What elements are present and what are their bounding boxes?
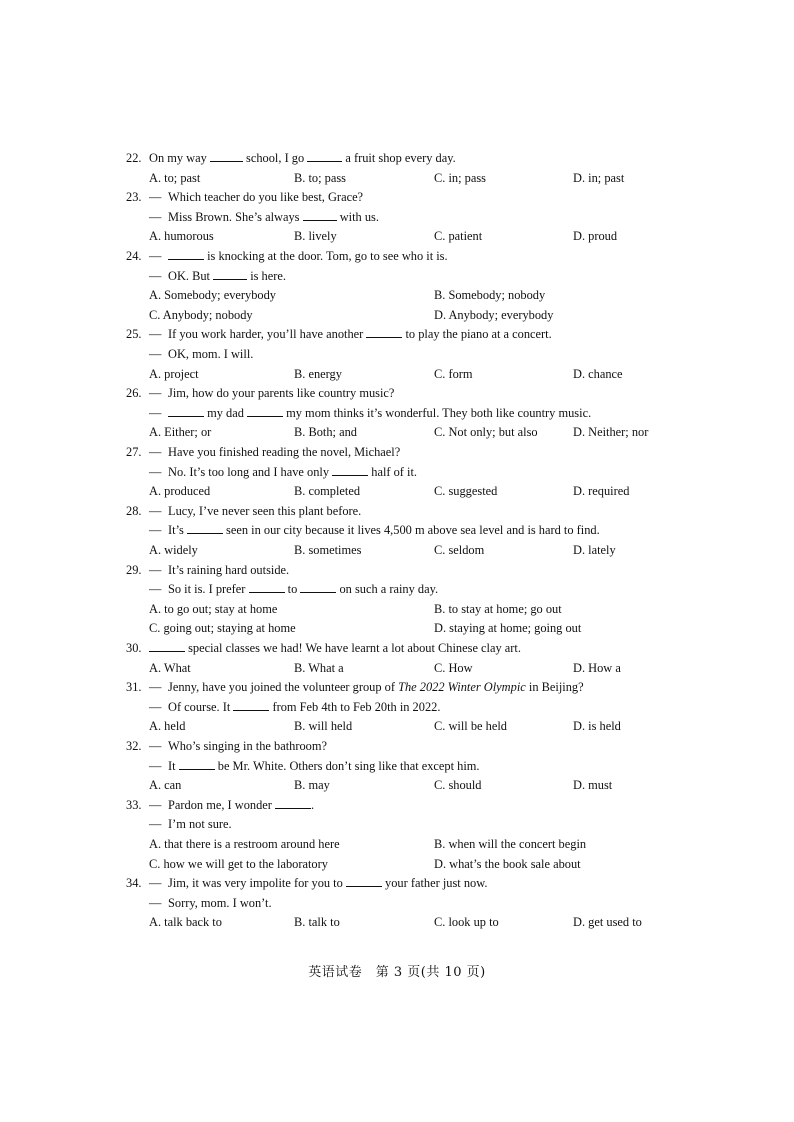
option-b[interactable]: B. Somebody; nobody [434, 288, 546, 303]
dialog-text [168, 815, 232, 835]
text-run: school, I go [242, 151, 308, 165]
dialog-text [168, 580, 438, 600]
question-line [0, 698, 794, 718]
option-c[interactable]: C. How [434, 660, 473, 675]
answer-blank [168, 404, 204, 417]
dialog-text [168, 404, 591, 424]
question-line [0, 325, 794, 345]
option-c[interactable]: C. in; pass [434, 170, 486, 185]
text-run: OK. But [168, 268, 214, 283]
question-line [0, 521, 794, 541]
options-row [0, 835, 794, 855]
dialog-text [168, 247, 448, 267]
dialog-text [168, 796, 314, 816]
question-line [0, 561, 794, 581]
dialog-dash: — [149, 386, 162, 401]
text-run: Jim, how do your parents like country music? [168, 386, 395, 401]
question-number: 32. [126, 739, 142, 753]
dialog-dash: — [149, 503, 162, 518]
text-run: If you work harder, you’ll have another [168, 327, 367, 342]
options-row [0, 659, 794, 679]
option-a[interactable]: A. can [149, 778, 182, 793]
dialog-text [168, 678, 584, 698]
dialog-text [168, 757, 480, 777]
dialog-text [168, 561, 289, 581]
question-number: 24. [126, 249, 142, 263]
option-d[interactable]: D. lately [573, 543, 616, 557]
dialog-text [168, 384, 394, 404]
question-line [0, 345, 794, 365]
dialog-dash: — [149, 797, 162, 812]
options-row [0, 541, 794, 561]
dialog-dash: — [149, 405, 162, 420]
text-run: a fruit shop every day. [342, 151, 456, 165]
option-c[interactable]: C. how we will get to the laboratory [149, 856, 328, 871]
options-row [0, 600, 794, 620]
answer-blank [179, 757, 215, 770]
option-d[interactable]: D. required [573, 484, 630, 499]
dialog-text [168, 698, 440, 718]
option-c[interactable]: C. seldom [434, 543, 485, 557]
text-run: Who’s singing in the bathroom? [168, 739, 327, 753]
text-run: I’m not sure. [168, 817, 232, 832]
text-run: . [311, 797, 315, 812]
text-run: in Beijing? [525, 680, 584, 695]
answer-blank [275, 796, 311, 809]
option-a[interactable]: A. talk back to [149, 915, 222, 930]
option-c[interactable]: C. will be held [434, 719, 507, 734]
option-d[interactable]: D. get used to [573, 915, 642, 930]
text-run: is here. [247, 268, 286, 283]
option-a[interactable]: A. project [149, 366, 199, 381]
text-run: special classes we had! We have learnt a lot about Chinese clay art. [185, 641, 521, 655]
option-c[interactable]: C. suggested [434, 484, 498, 499]
question-number: 29. [126, 562, 142, 577]
option-b[interactable]: B. to; pass [294, 170, 346, 185]
dialog-dash: — [149, 817, 162, 832]
dialog-dash: — [149, 699, 162, 714]
option-a[interactable]: A. Somebody; everybody [149, 288, 276, 303]
dialog-dash: — [149, 582, 162, 597]
text-run: be Mr. White. Others don’t sing like that except him. [214, 758, 480, 773]
question-number: 31. [126, 680, 142, 695]
question-line [0, 443, 794, 463]
option-b[interactable]: B. when will the concert begin [434, 837, 587, 851]
options-row [0, 619, 794, 639]
question-number: 34. [126, 876, 142, 891]
option-c[interactable]: C. should [434, 778, 482, 793]
question-number: 25. [126, 327, 142, 342]
option-d[interactable]: D. How a [573, 660, 621, 675]
dialog-text [168, 345, 253, 365]
option-c[interactable]: C. form [434, 366, 473, 381]
dialog-text [168, 521, 600, 541]
dialog-text [168, 267, 286, 287]
dialog-dash: — [149, 209, 162, 224]
question-number: 26. [126, 386, 142, 401]
text-run: Lucy, I’ve never seen this plant before. [168, 503, 362, 518]
dialog-dash: — [149, 562, 162, 577]
text-run: Jenny, have you joined the volunteer group of [168, 680, 399, 695]
answer-blank [233, 698, 269, 711]
question-line [0, 757, 794, 777]
text-run: Sorry, mom. I won’t. [168, 895, 272, 910]
question-line [0, 894, 794, 914]
dialog-dash: — [149, 190, 162, 205]
dialog-dash: — [149, 739, 162, 753]
option-b[interactable]: B. lively [294, 229, 337, 244]
options-row [0, 776, 794, 796]
option-a[interactable]: A. produced [149, 484, 211, 499]
question-stem [149, 149, 456, 169]
text-run: So it is. I prefer [168, 582, 249, 597]
options-row [0, 482, 794, 502]
text-run: On my way [149, 151, 210, 165]
dialog-dash: — [149, 680, 162, 695]
text-run: is knocking at the door. Tom, go to see who it is. [204, 249, 448, 263]
question-line [0, 384, 794, 404]
question-number: 28. [126, 503, 142, 518]
dialog-dash: — [149, 464, 162, 479]
question-line [0, 247, 794, 267]
text-run: half of it. [368, 464, 418, 479]
answer-blank [149, 639, 185, 652]
option-d[interactable]: D. what’s the book sale about [434, 856, 581, 871]
options-row [0, 423, 794, 443]
answer-blank [213, 267, 247, 280]
text-run: It [168, 758, 179, 773]
options-row [0, 286, 794, 306]
text-run: my dad [204, 405, 248, 420]
question-number: 27. [126, 445, 142, 459]
question-line [0, 404, 794, 424]
dialog-dash: — [149, 523, 162, 538]
answer-blank [187, 521, 223, 534]
question-line [0, 463, 794, 483]
options-row [0, 913, 794, 933]
dialog-dash: — [149, 895, 162, 910]
text-run: Of course. It [168, 699, 234, 714]
text-run: It’s raining hard outside. [168, 562, 290, 577]
text-run: seen in our city because it lives 4,500 m above sea level and is hard to find. [222, 523, 600, 538]
option-b[interactable]: B. may [294, 778, 330, 793]
option-a[interactable]: A. held [149, 719, 186, 734]
text-run: Have you finished reading the novel, Michael? [168, 445, 401, 459]
text-run: Which teacher do you like best, Grace? [168, 190, 364, 205]
option-a[interactable]: A. to go out; stay at home [149, 601, 278, 616]
answer-blank [168, 247, 204, 260]
option-c[interactable]: C. Anybody; nobody [149, 307, 253, 322]
dialog-text [168, 894, 272, 914]
answer-blank [307, 149, 342, 162]
options-row [0, 855, 794, 875]
question-stem [149, 639, 521, 659]
answer-blank [249, 580, 285, 593]
text-run: on such a rainy day. [336, 582, 439, 597]
text-run: No. It’s too long and I have only [168, 464, 333, 479]
options-row [0, 169, 794, 189]
dialog-dash: — [149, 268, 162, 283]
option-d[interactable]: D. Anybody; everybody [434, 307, 554, 322]
question-line [0, 502, 794, 522]
option-a[interactable]: A. to; past [149, 170, 201, 185]
dialog-text [168, 208, 379, 228]
page-footer: 英语试卷 第 3 页(共 10 页) [308, 965, 486, 980]
options-row [0, 365, 794, 385]
dialog-text [168, 463, 417, 483]
option-d[interactable]: D. proud [573, 229, 618, 244]
question-line [0, 874, 794, 894]
dialog-dash: — [149, 249, 162, 263]
answer-blank [300, 580, 336, 593]
dialog-dash: — [149, 876, 162, 891]
italic-title: The 2022 Winter Olympic [398, 680, 526, 695]
option-d[interactable]: D. staying at home; going out [434, 621, 582, 636]
dialog-dash: — [149, 758, 162, 773]
answer-blank [346, 874, 382, 887]
option-b[interactable]: B. will held [294, 719, 353, 734]
options-row [0, 306, 794, 326]
answer-blank [332, 463, 368, 476]
text-run: to [284, 582, 301, 597]
text-run: to play the piano at a concert. [402, 327, 552, 342]
option-a[interactable]: A. that there is a restroom around here [149, 837, 340, 851]
question-line [0, 815, 794, 835]
question-number: 33. [126, 797, 142, 812]
question-line [0, 188, 794, 208]
dialog-dash: — [149, 445, 162, 459]
question-line [0, 208, 794, 228]
option-d[interactable]: D. Neither; nor [573, 425, 649, 440]
option-b[interactable]: B. to stay at home; go out [434, 601, 562, 616]
answer-blank [247, 404, 283, 417]
option-b[interactable]: B. completed [294, 484, 361, 499]
question-number: 22. [126, 151, 142, 165]
question-number: 30. [126, 641, 142, 655]
dialog-text [168, 502, 361, 522]
option-d[interactable]: D. is held [573, 719, 621, 734]
dialog-text [168, 874, 487, 894]
question-line [0, 737, 794, 757]
option-a[interactable]: A. What [149, 660, 191, 675]
dialog-dash: — [149, 347, 162, 361]
question-line [0, 639, 794, 659]
option-b[interactable]: B. sometimes [294, 543, 362, 557]
option-c[interactable]: C. going out; staying at home [149, 621, 296, 636]
text-run: It’s [168, 523, 187, 538]
option-d[interactable]: D. in; past [573, 170, 625, 185]
option-b[interactable]: B. Both; and [294, 425, 357, 440]
text-run: Pardon me, I wonder [168, 797, 276, 812]
answer-blank [366, 325, 402, 338]
question-line [0, 678, 794, 698]
text-run: from Feb 4th to Feb 20th in 2022. [269, 699, 441, 714]
question-number: 23. [126, 190, 142, 205]
dialog-text [168, 325, 552, 345]
dialog-dash: — [149, 327, 162, 342]
option-a[interactable]: A. humorous [149, 229, 214, 244]
text-run: with us. [336, 209, 379, 224]
option-c[interactable]: C. look up to [434, 915, 499, 930]
option-d[interactable]: D. chance [573, 366, 623, 381]
option-c[interactable]: C. patient [434, 229, 483, 244]
text-run: Jim, it was very impolite for you to [168, 876, 346, 891]
question-line [0, 796, 794, 816]
option-b[interactable]: B. energy [294, 366, 342, 381]
answer-blank [303, 208, 337, 221]
dialog-text [168, 188, 363, 208]
option-a[interactable]: A. widely [149, 543, 198, 557]
text-run: your father just now. [381, 876, 488, 891]
options-row [0, 717, 794, 737]
options-row [0, 227, 794, 247]
dialog-text [168, 443, 400, 463]
question-line [0, 149, 794, 169]
answer-blank [210, 149, 243, 162]
option-d[interactable]: D. must [573, 778, 613, 793]
option-c[interactable]: C. Not only; but also [434, 425, 538, 440]
option-b[interactable]: B. What a [294, 660, 344, 675]
text-run: Miss Brown. She’s always [168, 209, 303, 224]
question-line [0, 267, 794, 287]
option-a[interactable]: A. Either; or [149, 425, 212, 440]
dialog-text [168, 737, 327, 757]
option-b[interactable]: B. talk to [294, 915, 340, 930]
text-run: my mom thinks it’s wonderful. They both like country music. [283, 405, 592, 420]
question-line [0, 580, 794, 600]
text-run: OK, mom. I will. [168, 347, 254, 361]
